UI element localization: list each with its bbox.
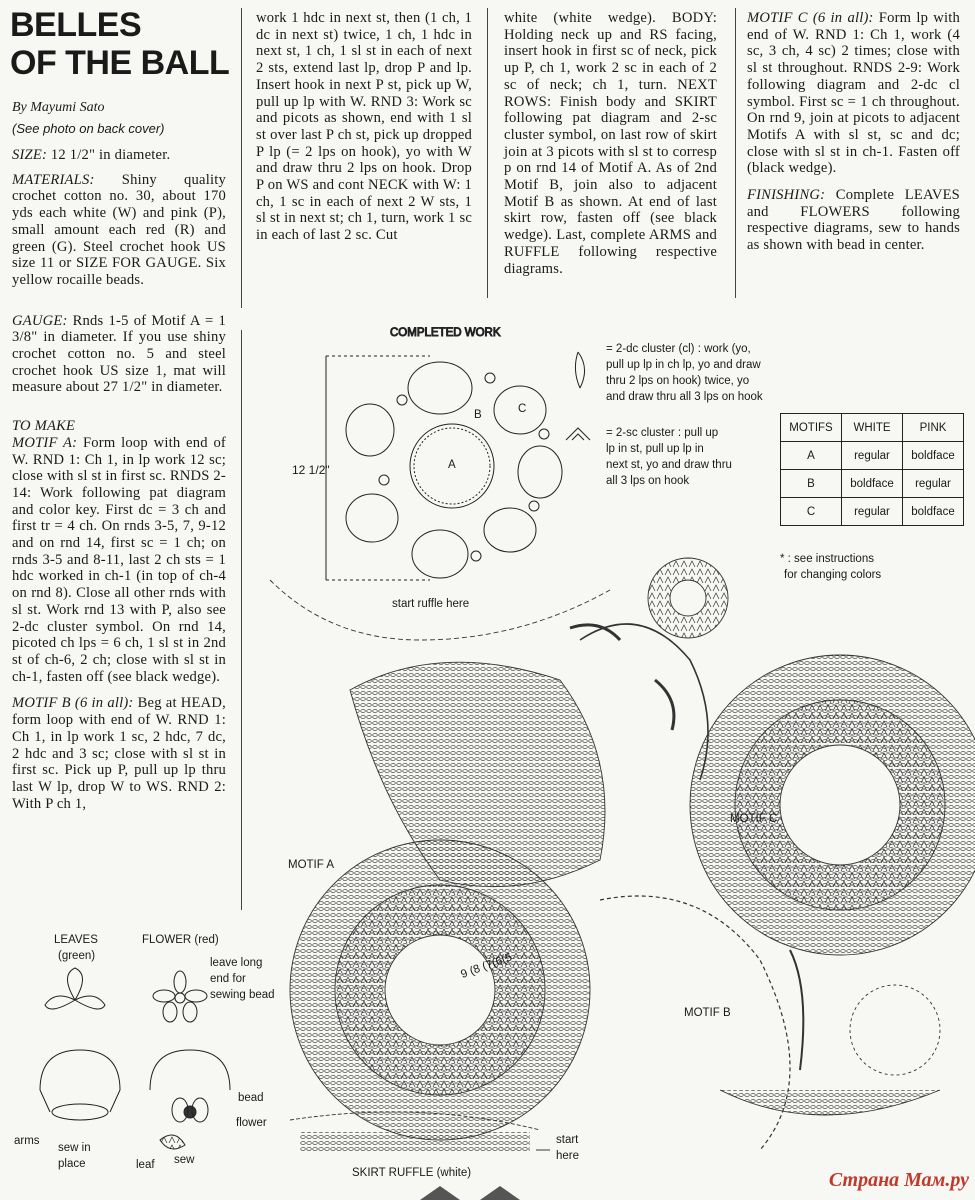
legend-2sc-line-4: all 3 lps on hook [606,475,690,487]
flower-arms-sketch [150,1050,230,1090]
see-photo-note: (See photo on back cover) [12,121,165,136]
round-number-label: 9 (8 (7(6(5 [459,951,514,981]
label-a: A [448,459,456,471]
pattern-diagram [270,558,975,1150]
title-line-2: OF THE BALL [10,44,230,82]
flower-petal [163,1002,177,1022]
leaves-label: LEAVES [54,934,98,946]
flower-label: FLOWER (red) [142,934,219,946]
motif-c-label: MOTIF C [730,813,778,825]
motif-a-text: Form loop with end of W. RND 1: Ch 1, in lp work 12 sc; close with sl st in first sc. RNDS 2-14: Work following pat diagram and color key. First dc = 3 ch and first tr = 4 ch. On rnds 3-5, 7, 9-12 and on rnd 14, first sc = 1 ch; on rnds 3-5 and 8-11, last 2 ch sts = 1 hdc worked in ch-1 (in top of ch-4 on rnd 8). Close all other rnds with sl st. Work rnd 13 with P, also see 2-dc cluster symbol. On rnd 14, picoted ch lps = 6 ch, 1 sl st in 2nd st of ch-6, 2 ch; close with sl st in ch-1, fasten off (see black wedge). [12,434,226,685]
leave-long-line-2: end for [210,973,246,985]
arm-mark [655,680,674,730]
sew-in-line-1: sew in [58,1142,91,1154]
motif-b-label: MOTIF B [684,1007,731,1019]
here-label: here [556,1150,580,1162]
bead-dot [397,395,407,405]
materials-text: Shiny quality crochet cotton no. 30, about 170 yds each white (W) and pink (P), small amount each red (R) and green (G). Steel crochet hook US size 11 or SIZE FOR GAUGE. Six yellow rocaille beads. [12,171,226,288]
finishing-text: Complete LEAVES and FLOWERS following respective diagrams, sew to hands as shown with bead in center. [747,187,960,254]
ruffle-arc [270,580,610,640]
leaves-color-label: (green) [58,950,96,962]
leave-long-line-3: sewing bead [210,989,275,1001]
dimension-label: 12 1/2" [292,463,330,477]
motif-b-lead: MOTIF B (6 in all): [12,695,134,712]
leaves-flower-diagrams [14,934,275,1171]
legend-2sc-line-1: = 2-sc cluster : pull up [606,427,719,439]
bead-label: bead [238,1092,264,1104]
table-cell: regular [842,442,903,470]
leaf-petal [75,996,105,1009]
two-sc-cluster-symbol [566,428,590,440]
materials-lead: MATERIALS: [12,171,95,188]
motif-b-head-center [670,580,706,616]
table-cell: B [781,470,842,498]
flower-center [175,993,185,1003]
leaf-petal [68,968,83,1000]
table-cell: A [781,442,842,470]
legend-2sc-line-3: next st, yo and draw thru [606,459,732,471]
motif-b-arm-ring [850,985,940,1075]
motif-c-shape [346,494,398,542]
leaf-shape [160,1135,185,1149]
symbol-legend [566,343,881,581]
motif-b-arm [580,624,708,780]
legend-2dc-line-2: pull up lp in ch lp, yo and draw [606,359,761,371]
two-dc-cluster-symbol [575,352,584,388]
sew-in-line-2: place [58,1158,86,1170]
motif-c-shape [346,404,394,456]
motif-c-center [780,745,900,865]
gauge-text: Rnds 1-5 of Motif A = 1 3/8" in diameter. If you use shiny crochet cotton no. 5 and steel crochet hook US size 1, mat will measure about 27 1/2" in diameter. [12,312,226,396]
motif-c-shape [412,530,468,578]
byline: By Mayumi Sato [12,100,105,115]
motif-a-label: MOTIF A [288,859,334,871]
arms-label: arms [14,1135,40,1147]
legend-2sc-line-2: lp in st, pull up lp in [606,443,704,455]
bead-icon [184,1106,196,1118]
table-cell: boldface [903,442,964,470]
motif-c-shape [408,362,472,414]
table-cell: boldface [842,470,903,498]
legend-2dc-line-4: and draw thru all 3 lps on hook [606,391,763,403]
motif-a-center [385,935,495,1045]
motif-a-lead: MOTIF A: [12,434,78,451]
table-cell: boldface [903,498,964,526]
col3-text: white (white wedge). BODY: Holding neck up and RS facing, insert hook in first sc of neck, pick up P, ch 1, work 2 sc in each of 2 sc of neck; ch 1, turn. NEXT ROWS: Finish body and SKIRT following pat diagram and 2-sc cluster symbol, on last row of skirt join at 3 picots with sl st to corresp p on rnd 14 of Motif A. As of 2nd Motif B, join also to adjacent Motif B as shown. At end of last skirt row, fasten off (see black wedge). Last, complete ARMS and RUFFLE following respective diagrams. [504,10,717,277]
label-b: B [474,409,482,421]
bead-dot [539,429,549,439]
start-ruffle-label: start ruffle here [392,598,470,610]
to-make-heading: TO MAKE [12,418,76,435]
col2-text: work 1 hdc in next st, then (1 ch, 1 dc in next st) twice, 1 ch, 1 hdc in next st, 1 ch, 1 sl st in each of next 2 sts, extend last lp, drop P and lp. Insert hook in next P st, pick up W, pull up lp with W. RND 3: Work sc and picots as shown, end with 1 sl st over last P ch st, pick up dropped P lp (= 2 lps on hook), yo with W and draw thru 2 lps on hook. Drop P on WS and cont NECK with W: 1 ch, 1 sc in each of next 2 W sts, 1 sl st in next st; ch 1, turn, work 1 sc in each of last 2 sc. Cut [256,10,472,244]
skirt-ruffle-label: SKIRT RUFFLE (white) [352,1167,472,1179]
table-header-cell: WHITE [842,414,903,442]
size-text: 12 1/2" in diameter. [47,147,171,163]
motif-c-shape [484,508,536,552]
watermark: Страна Мам.ру [828,1169,969,1191]
legend-2dc-line-1: = 2-dc cluster (cl) : work (yo, [606,343,751,355]
motif-b-ruffle [720,1090,940,1115]
table-header-cell: PINK [903,414,964,442]
arms-join [52,1104,108,1120]
arms-sketch [40,1050,120,1112]
bead-dot [485,373,495,383]
arm-mark [570,625,620,640]
bead-dot [379,475,389,485]
leave-long-line-1: leave long [210,957,263,969]
finishing-lead: FINISHING: [747,187,826,204]
start-label: start [556,1134,579,1146]
flower-petal [174,971,186,993]
completed-work-schematic [292,327,562,580]
table-cell: C [781,498,842,526]
gauge-lead: GAUGE: [12,312,68,329]
table-cell: regular [842,498,903,526]
flower-petal [153,990,175,1002]
sew-label: sew [174,1154,195,1166]
motif-b-text: Beg at HEAD, form loop with end of W. RND 1: Ch 1, in lp work 1 sc, 2 hdc, 7 dc, 2 hdc and 3 sc; close with sl st in first sc. Pick up P, pull up lp thru last W lp, drop W to WS. RND 2: With P ch 1, [12,695,226,812]
table-cell: regular [903,470,964,498]
flower-petal [185,990,207,1002]
ruffle-stitches [300,1132,530,1152]
table-header-cell: MOTIFS [781,414,842,442]
flower-part-label: flower [236,1117,267,1129]
motif-c-shape [518,446,562,498]
completed-work-label: COMPLETED WORK [390,327,501,339]
ruffle-edge [420,1186,520,1200]
bead-dot [471,551,481,561]
motif-c-text: Form lp with end of W. RND 1: Ch 1, work (4 sc, 3 ch, 4 sc) 2 times; close with sl st throughout. RNDS 2-9: Work following diagram and 2-dc cl symbol. First sc = 1 ch throughout. On rnd 9, join at picots to adjacent Motifs A with sl st, sc and dc; close with sl st in ch-1. Fasten off (black wedge). [747,10,960,177]
flower-petal [183,1002,197,1022]
motif-b-arm-stroke [790,950,803,1070]
motif-b-edge [600,896,790,1150]
title-line-1: BELLES [10,6,142,44]
size-lead: SIZE: [12,147,48,163]
bead-dot [529,501,539,511]
note-line-2: for changing colors [784,569,882,581]
legend-2dc-line-3: thru 2 lps on hook) twice, yo [606,375,750,387]
leaf-petal [45,996,75,1009]
note-line-1: * : see instructions [780,553,874,565]
leaf-label: leaf [136,1159,155,1171]
label-c: C [518,403,527,415]
motif-c-lead: MOTIF C (6 in all): [747,10,874,26]
